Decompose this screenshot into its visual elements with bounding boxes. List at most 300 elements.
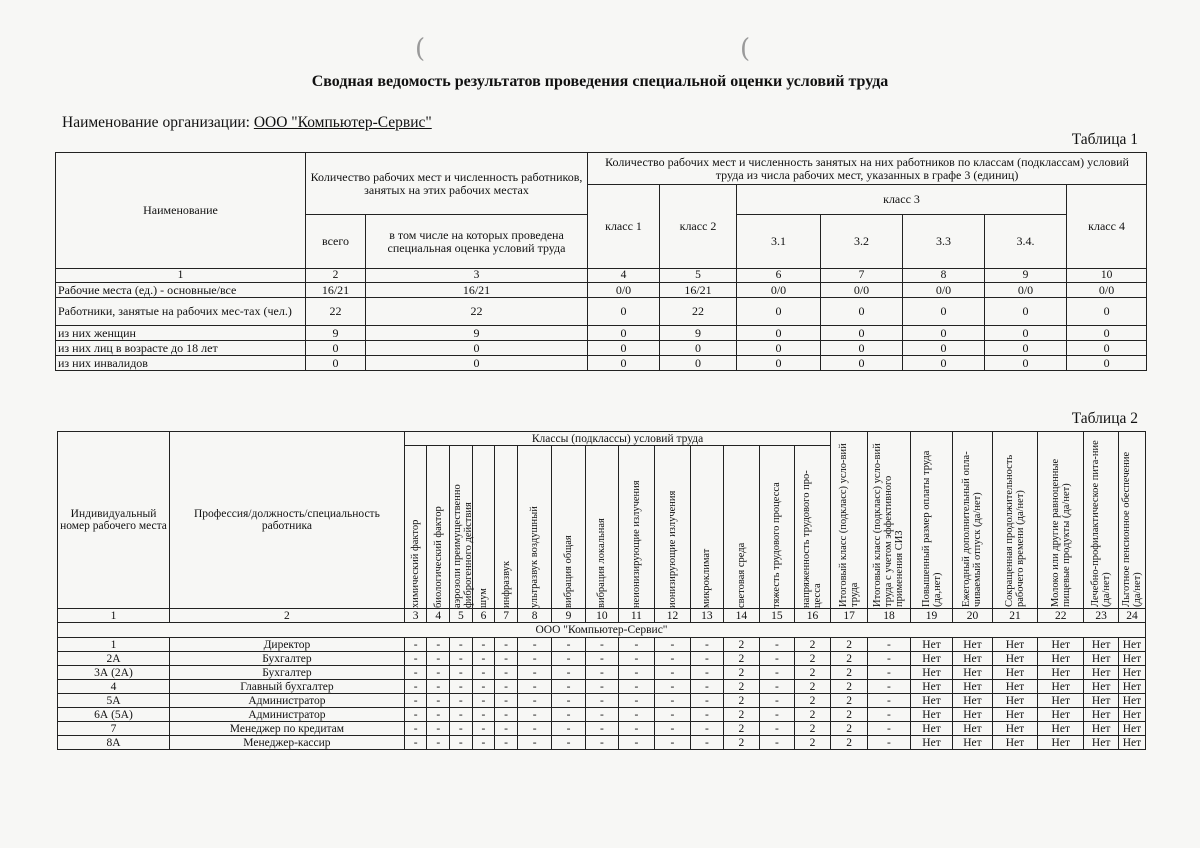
t2-column-number: 10 xyxy=(585,609,618,623)
t2-cell: Нет xyxy=(1084,722,1118,736)
t1-column-number: 4 xyxy=(588,269,660,283)
t1-row-label: Рабочие места (ед.) - основные/все xyxy=(56,283,306,298)
t2-workplace-row xyxy=(58,694,1146,708)
t2-cell: - xyxy=(619,652,655,666)
t1-header-total: всего xyxy=(306,215,366,269)
t2-cell: Нет xyxy=(1038,652,1084,666)
t1-column-numbers-row xyxy=(56,269,1147,283)
t2-cell: - xyxy=(404,680,427,694)
t2-extra-header xyxy=(831,432,868,609)
t2-cell: - xyxy=(552,736,585,750)
t2-extra-header xyxy=(1118,432,1145,609)
t1-cell: 0 xyxy=(737,298,821,326)
t2-cell: - xyxy=(691,694,723,708)
t1-cell: 9 xyxy=(306,326,366,341)
t2-cell: 2 xyxy=(794,722,831,736)
t2-cell: - xyxy=(450,638,473,652)
t2-profession: Директор xyxy=(170,638,405,652)
t2-column-number: 14 xyxy=(723,609,760,623)
t2-cell: - xyxy=(585,736,618,750)
t2-cell: - xyxy=(404,666,427,680)
t2-cell: - xyxy=(404,652,427,666)
t2-factor-header xyxy=(495,446,518,609)
t1-header-name: Наименование xyxy=(56,153,306,269)
t2-cell: - xyxy=(760,666,794,680)
t2-organization-name: ООО "Компьютер-Сервис" xyxy=(58,623,1146,638)
t2-cell: Нет xyxy=(953,652,993,666)
t2-cell: - xyxy=(552,680,585,694)
t2-cell: - xyxy=(517,652,551,666)
t2-column-number: 22 xyxy=(1038,609,1084,623)
table1-caption: Таблица 1 xyxy=(1071,131,1138,148)
t1-header-classes: Количество рабочих мест и численность занятых на них работников по классам (подклассам) условий труда из числа рабочих мест, указанных в графе 3 (единиц) xyxy=(588,153,1147,185)
t2-factor-label: неионизирующие излучения xyxy=(630,480,642,608)
t1-cell: 0/0 xyxy=(737,283,821,298)
t2-cell: - xyxy=(585,708,618,722)
t2-column-number: 18 xyxy=(867,609,910,623)
t1-cell: 0/0 xyxy=(985,283,1067,298)
t1-header-assessed: в том числе на которых проведена специальная оценка условий труда xyxy=(366,215,588,269)
t2-cell: - xyxy=(760,652,794,666)
t1-cell: 0 xyxy=(903,356,985,371)
t1-cell: 0 xyxy=(985,356,1067,371)
t2-factor-header xyxy=(760,446,794,609)
t1-cell: 0 xyxy=(737,341,821,356)
t2-extra-label: Итоговый класс (подкласс) усло-вий труда xyxy=(838,443,861,607)
t1-column-number: 2 xyxy=(306,269,366,283)
t2-cell: - xyxy=(760,736,794,750)
t2-cell: Нет xyxy=(1084,736,1118,750)
t1-cell: 22 xyxy=(366,298,588,326)
t2-cell: - xyxy=(404,736,427,750)
t2-column-number: 12 xyxy=(654,609,691,623)
t2-cell: Нет xyxy=(992,680,1037,694)
t1-cell: 0 xyxy=(588,356,660,371)
t2-cell: Нет xyxy=(1084,652,1118,666)
t2-cell: - xyxy=(517,694,551,708)
t2-cell: Нет xyxy=(953,736,993,750)
t2-factor-header xyxy=(404,446,427,609)
t1-cell: 0 xyxy=(985,298,1067,326)
t2-cell: - xyxy=(495,666,518,680)
t2-cell: - xyxy=(760,694,794,708)
t2-column-number: 24 xyxy=(1118,609,1145,623)
t2-workplace-id: 4 xyxy=(58,680,170,694)
t1-row-label: из них инвалидов xyxy=(56,356,306,371)
t1-cell: 0 xyxy=(737,326,821,341)
t1-data-row xyxy=(56,341,1147,356)
t2-cell: Нет xyxy=(1118,722,1145,736)
t1-cell: 0 xyxy=(588,326,660,341)
t2-cell: - xyxy=(495,638,518,652)
t2-profession: Бухгалтер xyxy=(170,666,405,680)
t2-cell: - xyxy=(450,652,473,666)
t1-data-row xyxy=(56,283,1147,298)
t2-factor-header xyxy=(691,446,723,609)
t2-cell: - xyxy=(552,694,585,708)
t2-cell: - xyxy=(867,666,910,680)
t2-cell: - xyxy=(619,638,655,652)
t2-factor-label: аэрозоли преимущественно фиброгенного действия xyxy=(452,484,475,608)
document-title: Сводная ведомость результатов проведения специальной оценки условий труда xyxy=(311,73,889,90)
t2-cell: - xyxy=(450,666,473,680)
t1-header-3-2: 3.2 xyxy=(821,215,903,269)
t2-cell: - xyxy=(517,736,551,750)
summary-table xyxy=(55,152,1147,371)
t2-factor-label: ионизирующие излучения xyxy=(666,490,678,608)
t2-cell: - xyxy=(472,638,495,652)
t2-cell: Нет xyxy=(911,722,953,736)
t1-header-class1: класс 1 xyxy=(588,185,660,269)
t1-cell: 0/0 xyxy=(821,283,903,298)
t1-cell: 16/21 xyxy=(366,283,588,298)
t1-cell: 0 xyxy=(737,356,821,371)
t2-cell: 2 xyxy=(723,652,760,666)
t1-cell: 9 xyxy=(660,326,737,341)
t2-cell: Нет xyxy=(1084,666,1118,680)
t2-cell: Нет xyxy=(992,722,1037,736)
t2-cell: - xyxy=(691,680,723,694)
t1-row-label: Работники, занятые на рабочих мес-тах (чел.) xyxy=(56,298,306,326)
t2-extra-header xyxy=(1084,432,1118,609)
punch-hole-right-icon: ( xyxy=(740,34,751,64)
t2-cell: - xyxy=(654,694,691,708)
t2-column-number: 4 xyxy=(427,609,450,623)
t2-cell: - xyxy=(495,694,518,708)
t1-cell: 0 xyxy=(588,341,660,356)
t2-column-number: 23 xyxy=(1084,609,1118,623)
t2-cell: Нет xyxy=(1118,708,1145,722)
t2-cell: - xyxy=(427,708,450,722)
t2-header-profession: Профессия/должность/специальность работника xyxy=(170,432,405,609)
t2-factor-label: химический фактор xyxy=(410,519,422,608)
t2-cell: Нет xyxy=(1118,666,1145,680)
t2-cell: - xyxy=(472,652,495,666)
t2-cell: - xyxy=(585,638,618,652)
t2-header-classes: Классы (подклассы) условий труда xyxy=(404,432,831,446)
t2-workplace-id: 8А xyxy=(58,736,170,750)
t1-cell: 0 xyxy=(1067,341,1147,356)
t2-cell: - xyxy=(517,666,551,680)
t2-cell: 2 xyxy=(831,708,868,722)
t2-cell: - xyxy=(450,722,473,736)
t2-cell: Нет xyxy=(1038,736,1084,750)
t2-column-number: 5 xyxy=(450,609,473,623)
organization-label: Наименование организации: xyxy=(62,114,250,131)
t2-cell: - xyxy=(552,708,585,722)
t2-factor-label: шум xyxy=(477,588,489,608)
t2-cell: 2 xyxy=(831,736,868,750)
t2-workplace-id: 3А (2А) xyxy=(58,666,170,680)
t2-cell: - xyxy=(585,666,618,680)
t2-cell: - xyxy=(760,680,794,694)
t2-cell: Нет xyxy=(1118,736,1145,750)
t2-cell: 2 xyxy=(794,666,831,680)
t2-column-number: 6 xyxy=(472,609,495,623)
t2-cell: - xyxy=(552,652,585,666)
t2-workplace-row xyxy=(58,666,1146,680)
t2-cell: 2 xyxy=(794,638,831,652)
t2-factor-header xyxy=(619,446,655,609)
t2-workplace-id: 2А xyxy=(58,652,170,666)
t1-cell: 16/21 xyxy=(306,283,366,298)
t2-cell: - xyxy=(867,680,910,694)
t2-cell: Нет xyxy=(992,638,1037,652)
t2-cell: Нет xyxy=(911,652,953,666)
t2-cell: Нет xyxy=(911,680,953,694)
t2-cell: - xyxy=(654,666,691,680)
t2-cell: - xyxy=(654,652,691,666)
t2-extra-label: Итоговый класс (подкласс) усло-вий труда с учетом эффективного применения СИЗ xyxy=(872,443,906,607)
t2-workplace-row xyxy=(58,722,1146,736)
t2-cell: Нет xyxy=(1084,694,1118,708)
t1-data-row xyxy=(56,356,1147,371)
t2-cell: Нет xyxy=(1118,638,1145,652)
t2-factor-header xyxy=(552,446,585,609)
t2-cell: - xyxy=(619,736,655,750)
t2-cell: 2 xyxy=(831,694,868,708)
t2-cell: - xyxy=(404,694,427,708)
t2-cell: - xyxy=(404,708,427,722)
t2-cell: - xyxy=(691,652,723,666)
t2-workplace-id: 5А xyxy=(58,694,170,708)
t2-cell: - xyxy=(427,736,450,750)
t2-cell: - xyxy=(760,708,794,722)
t2-cell: - xyxy=(552,722,585,736)
t2-factor-label: ультразвук воздушный xyxy=(529,506,541,608)
t2-cell: Нет xyxy=(992,666,1037,680)
t2-factor-header xyxy=(794,446,831,609)
t2-workplace-row xyxy=(58,736,1146,750)
t1-cell: 0 xyxy=(1067,298,1147,326)
t2-cell: - xyxy=(517,708,551,722)
t2-column-number: 8 xyxy=(517,609,551,623)
t2-column-number: 13 xyxy=(691,609,723,623)
t2-cell: Нет xyxy=(992,652,1037,666)
t2-extra-header xyxy=(992,432,1037,609)
t2-cell: - xyxy=(585,722,618,736)
t2-cell: Нет xyxy=(1118,652,1145,666)
t2-cell: - xyxy=(472,694,495,708)
t2-cell: - xyxy=(867,694,910,708)
t1-cell: 0 xyxy=(366,341,588,356)
t2-cell: - xyxy=(472,722,495,736)
t2-cell: - xyxy=(495,652,518,666)
t2-cell: Нет xyxy=(1038,708,1084,722)
t1-cell: 0 xyxy=(821,341,903,356)
organization-line xyxy=(62,114,432,132)
t1-cell: 0 xyxy=(306,341,366,356)
t2-cell: - xyxy=(517,722,551,736)
t2-cell: 2 xyxy=(723,708,760,722)
t2-cell: Нет xyxy=(992,694,1037,708)
t2-cell: Нет xyxy=(1038,694,1084,708)
t2-factor-header xyxy=(517,446,551,609)
t2-cell: - xyxy=(585,652,618,666)
workplaces-table xyxy=(57,431,1146,750)
t2-column-number: 7 xyxy=(495,609,518,623)
t2-column-number: 17 xyxy=(831,609,868,623)
t2-workplace-id: 6А (5А) xyxy=(58,708,170,722)
t1-cell: 0 xyxy=(903,298,985,326)
t2-workplace-row xyxy=(58,680,1146,694)
t2-cell: - xyxy=(867,652,910,666)
t2-cell: 2 xyxy=(794,652,831,666)
t2-cell: - xyxy=(404,638,427,652)
t2-profession: Менеджер-кассир xyxy=(170,736,405,750)
t2-cell: - xyxy=(472,666,495,680)
t2-workplace-row xyxy=(58,708,1146,722)
t2-factor-label: световая среда xyxy=(735,542,747,608)
t2-cell: Нет xyxy=(1084,680,1118,694)
t2-cell: Нет xyxy=(953,708,993,722)
t2-cell: Нет xyxy=(1118,680,1145,694)
t2-extra-label: Молоко или другие равноценные пищевые продукты (да/нет) xyxy=(1049,458,1072,607)
t2-cell: - xyxy=(654,638,691,652)
t2-cell: Нет xyxy=(1118,694,1145,708)
t1-cell: 0/0 xyxy=(903,283,985,298)
t1-column-number: 1 xyxy=(56,269,306,283)
t2-extra-label: Сокращенная продолжительность рабочего времени (да/нет) xyxy=(1003,454,1026,607)
t2-cell: Нет xyxy=(1038,680,1084,694)
t1-cell: 0 xyxy=(903,341,985,356)
t2-cell: - xyxy=(427,638,450,652)
t1-row-label: из них женщин xyxy=(56,326,306,341)
t2-extra-header xyxy=(953,432,993,609)
t2-profession: Администратор xyxy=(170,694,405,708)
t2-cell: - xyxy=(404,722,427,736)
t2-cell: - xyxy=(691,722,723,736)
t2-column-number: 16 xyxy=(794,609,831,623)
t2-cell: - xyxy=(867,638,910,652)
t2-cell: Нет xyxy=(1084,638,1118,652)
t2-header-id: Индивидуальный номер рабочего места xyxy=(58,432,170,609)
t1-cell: 0 xyxy=(985,326,1067,341)
t2-cell: - xyxy=(654,722,691,736)
t2-cell: - xyxy=(427,652,450,666)
t2-cell: - xyxy=(450,680,473,694)
t2-cell: - xyxy=(619,708,655,722)
t2-extra-header xyxy=(911,432,953,609)
t2-cell: Нет xyxy=(1084,708,1118,722)
t2-cell: Нет xyxy=(953,722,993,736)
t2-cell: 2 xyxy=(831,652,868,666)
t1-cell: 0 xyxy=(1067,326,1147,341)
t2-cell: - xyxy=(867,736,910,750)
table2-caption: Таблица 2 xyxy=(1071,410,1138,427)
t2-cell: - xyxy=(427,666,450,680)
t2-factor-label: тяжесть трудового процесса xyxy=(771,482,783,608)
t1-column-number: 5 xyxy=(660,269,737,283)
t2-cell: - xyxy=(585,694,618,708)
t2-factor-header xyxy=(654,446,691,609)
t1-cell: 0 xyxy=(588,298,660,326)
t2-cell: - xyxy=(450,736,473,750)
t1-cell: 0 xyxy=(821,356,903,371)
t2-cell: 2 xyxy=(831,722,868,736)
t1-row-label: из них лиц в возрасте до 18 лет xyxy=(56,341,306,356)
t1-header-3-4: 3.4. xyxy=(985,215,1067,269)
t2-profession: Бухгалтер xyxy=(170,652,405,666)
t2-factor-label: вибрация локальная xyxy=(596,518,608,608)
t1-header-class2: класс 2 xyxy=(660,185,737,269)
t2-cell: - xyxy=(867,722,910,736)
t2-cell: - xyxy=(472,680,495,694)
t2-cell: Нет xyxy=(953,666,993,680)
t1-cell: 16/21 xyxy=(660,283,737,298)
t2-cell: 2 xyxy=(723,638,760,652)
t2-factor-header xyxy=(585,446,618,609)
t2-cell: - xyxy=(691,638,723,652)
organization-name: ООО "Компьютер-Сервис" xyxy=(253,114,432,131)
t2-column-number: 1 xyxy=(58,609,170,623)
t2-extra-label: Льготное пенсионное обеспечение (да/нет) xyxy=(1120,451,1143,607)
t2-cell: - xyxy=(472,708,495,722)
t2-cell: Нет xyxy=(953,638,993,652)
t2-cell: - xyxy=(619,694,655,708)
t2-factor-label: напряженность трудового про-цесса xyxy=(801,470,824,608)
t1-column-number: 9 xyxy=(985,269,1067,283)
t2-profession: Менеджер по кредитам xyxy=(170,722,405,736)
t2-extra-label: Повышенный размер оплаты труда (да,нет) xyxy=(920,450,943,607)
t2-cell: 2 xyxy=(723,736,760,750)
t2-cell: - xyxy=(450,708,473,722)
t2-cell: - xyxy=(517,680,551,694)
t1-cell: 22 xyxy=(660,298,737,326)
t1-cell: 0 xyxy=(985,341,1067,356)
t2-cell: Нет xyxy=(911,638,953,652)
t2-cell: - xyxy=(495,722,518,736)
t1-header-class4: класс 4 xyxy=(1067,185,1147,269)
t2-factor-header xyxy=(472,446,495,609)
t1-header-class3: класс 3 xyxy=(737,185,1067,215)
t2-workplace-row xyxy=(58,638,1146,652)
t2-cell: 2 xyxy=(831,638,868,652)
t1-cell: 0 xyxy=(366,356,588,371)
t1-cell: 0 xyxy=(660,341,737,356)
t2-column-numbers-row xyxy=(58,609,1146,623)
t1-cell: 0 xyxy=(660,356,737,371)
t2-extra-label: Лечебно-профилактическое пита-ние (да/нет) xyxy=(1090,440,1113,607)
t2-cell: Нет xyxy=(911,666,953,680)
t2-cell: Нет xyxy=(911,708,953,722)
t2-factor-label: микроклимат xyxy=(701,548,713,608)
t2-cell: 2 xyxy=(723,722,760,736)
t1-cell: 0 xyxy=(903,326,985,341)
t2-cell: - xyxy=(654,680,691,694)
t2-cell: 2 xyxy=(831,680,868,694)
t2-extra-label: Ежегодный дополнительный опла-чиваемый отпуск (да/нет) xyxy=(961,451,984,607)
t2-cell: - xyxy=(760,722,794,736)
t2-workplace-id: 7 xyxy=(58,722,170,736)
t2-organization-row xyxy=(58,623,1146,638)
punch-hole-left-icon: ( xyxy=(415,34,426,64)
t1-column-number: 6 xyxy=(737,269,821,283)
t1-cell: 9 xyxy=(366,326,588,341)
t2-column-number: 15 xyxy=(760,609,794,623)
t1-cell: 0/0 xyxy=(588,283,660,298)
t2-cell: - xyxy=(691,736,723,750)
t1-column-number: 3 xyxy=(366,269,588,283)
t2-cell: - xyxy=(619,722,655,736)
t2-column-number: 2 xyxy=(170,609,405,623)
t1-header-3-1: 3.1 xyxy=(737,215,821,269)
t2-cell: - xyxy=(552,638,585,652)
t2-column-number: 3 xyxy=(404,609,427,623)
t1-cell: 0 xyxy=(821,298,903,326)
t2-cell: Нет xyxy=(1038,666,1084,680)
t2-cell: 2 xyxy=(794,680,831,694)
